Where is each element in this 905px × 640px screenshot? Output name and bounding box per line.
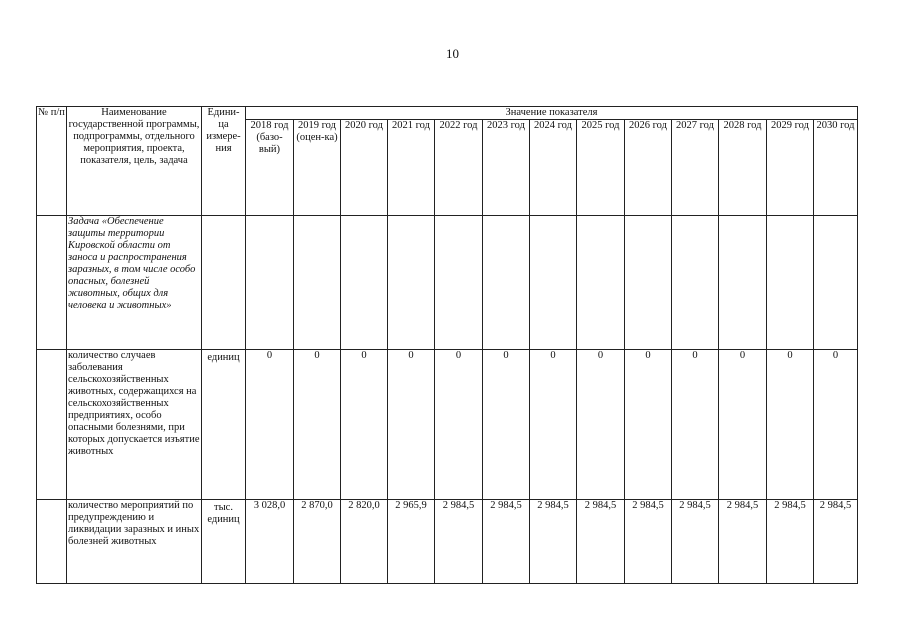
header-year: 2024 год (530, 120, 577, 216)
page-number: 10 (446, 46, 459, 61)
value-cell: 2 984,5 (767, 500, 814, 584)
table-row (37, 350, 858, 500)
header-no: № п/п (37, 107, 67, 216)
row-no (37, 216, 67, 350)
value-cell: 0 (814, 350, 858, 500)
task-title: Задача «Обеспечение защиты территории Кировской области от заноса и распространения заразных, в том числе особо опасных, болезней животных, общих для человека и животных» (67, 216, 202, 350)
value-cell: 2 984,5 (625, 500, 672, 584)
value-cell: 0 (672, 350, 719, 500)
header-year: 2022 год (435, 120, 483, 216)
header-year: 2019 год (оцен-ка) (294, 120, 341, 216)
value-cell: 0 (719, 350, 767, 500)
table-row (37, 500, 858, 584)
header-year: 2030 год (814, 120, 858, 216)
value-cell (719, 216, 767, 350)
value-cell (672, 216, 719, 350)
indicator-name: количество случаев заболевания сельскохозяйственных животных, содержащихся на сельскохозяйственных предприятиях, особо опасными болезнями, при которых допускается изъятие животных (67, 350, 202, 500)
value-cell: 0 (530, 350, 577, 500)
value-cell (341, 216, 388, 350)
header-value-group: Значение показателя (246, 107, 858, 120)
value-cell: 0 (625, 350, 672, 500)
value-cell (294, 216, 341, 350)
value-cell (530, 216, 577, 350)
value-cell: 0 (246, 350, 294, 500)
value-cell: 2 984,5 (719, 500, 767, 584)
value-cell: 2 984,5 (577, 500, 625, 584)
header-name: Наименование государственной программы, подпрограммы, отдельного мероприятия, проекта, показателя, цель, задача (67, 107, 202, 216)
value-cell: 2 984,5 (672, 500, 719, 584)
header-year: 2021 год (388, 120, 435, 216)
value-cell: 0 (577, 350, 625, 500)
header-year: 2023 год (483, 120, 530, 216)
value-cell: 2 984,5 (530, 500, 577, 584)
unit-cell: тыс. единиц (202, 500, 246, 584)
indicator-name: количество мероприятий по предупреждению и ликвидации заразных и иных болезней животных (67, 500, 202, 584)
table-row (37, 216, 858, 350)
header-year: 2018 год (базо-вый) (246, 120, 294, 216)
value-cell: 2 984,5 (435, 500, 483, 584)
value-cell: 0 (435, 350, 483, 500)
row-no (37, 500, 67, 584)
value-cell: 3 028,0 (246, 500, 294, 584)
header-year: 2025 год (577, 120, 625, 216)
value-cell (767, 216, 814, 350)
value-cell: 0 (767, 350, 814, 500)
value-cell: 0 (388, 350, 435, 500)
value-cell: 0 (483, 350, 530, 500)
header-year: 2020 год (341, 120, 388, 216)
value-cell: 2 984,5 (483, 500, 530, 584)
header-year: 2027 год (672, 120, 719, 216)
value-cell: 2 870,0 (294, 500, 341, 584)
unit-cell (202, 216, 246, 350)
value-cell (625, 216, 672, 350)
value-cell (435, 216, 483, 350)
value-cell: 2 820,0 (341, 500, 388, 584)
unit-cell: единиц (202, 350, 246, 500)
value-cell: 0 (294, 350, 341, 500)
value-cell (388, 216, 435, 350)
header-year: 2029 год (767, 120, 814, 216)
row-no (37, 350, 67, 500)
value-cell: 0 (341, 350, 388, 500)
value-cell (814, 216, 858, 350)
header-unit: Едини-ца измере-ния (202, 107, 246, 216)
indicator-table (36, 106, 858, 584)
value-cell (483, 216, 530, 350)
value-cell (246, 216, 294, 350)
value-cell (577, 216, 625, 350)
header-year: 2026 год (625, 120, 672, 216)
value-cell: 2 984,5 (814, 500, 858, 584)
header-year: 2028 год (719, 120, 767, 216)
value-cell: 2 965,9 (388, 500, 435, 584)
